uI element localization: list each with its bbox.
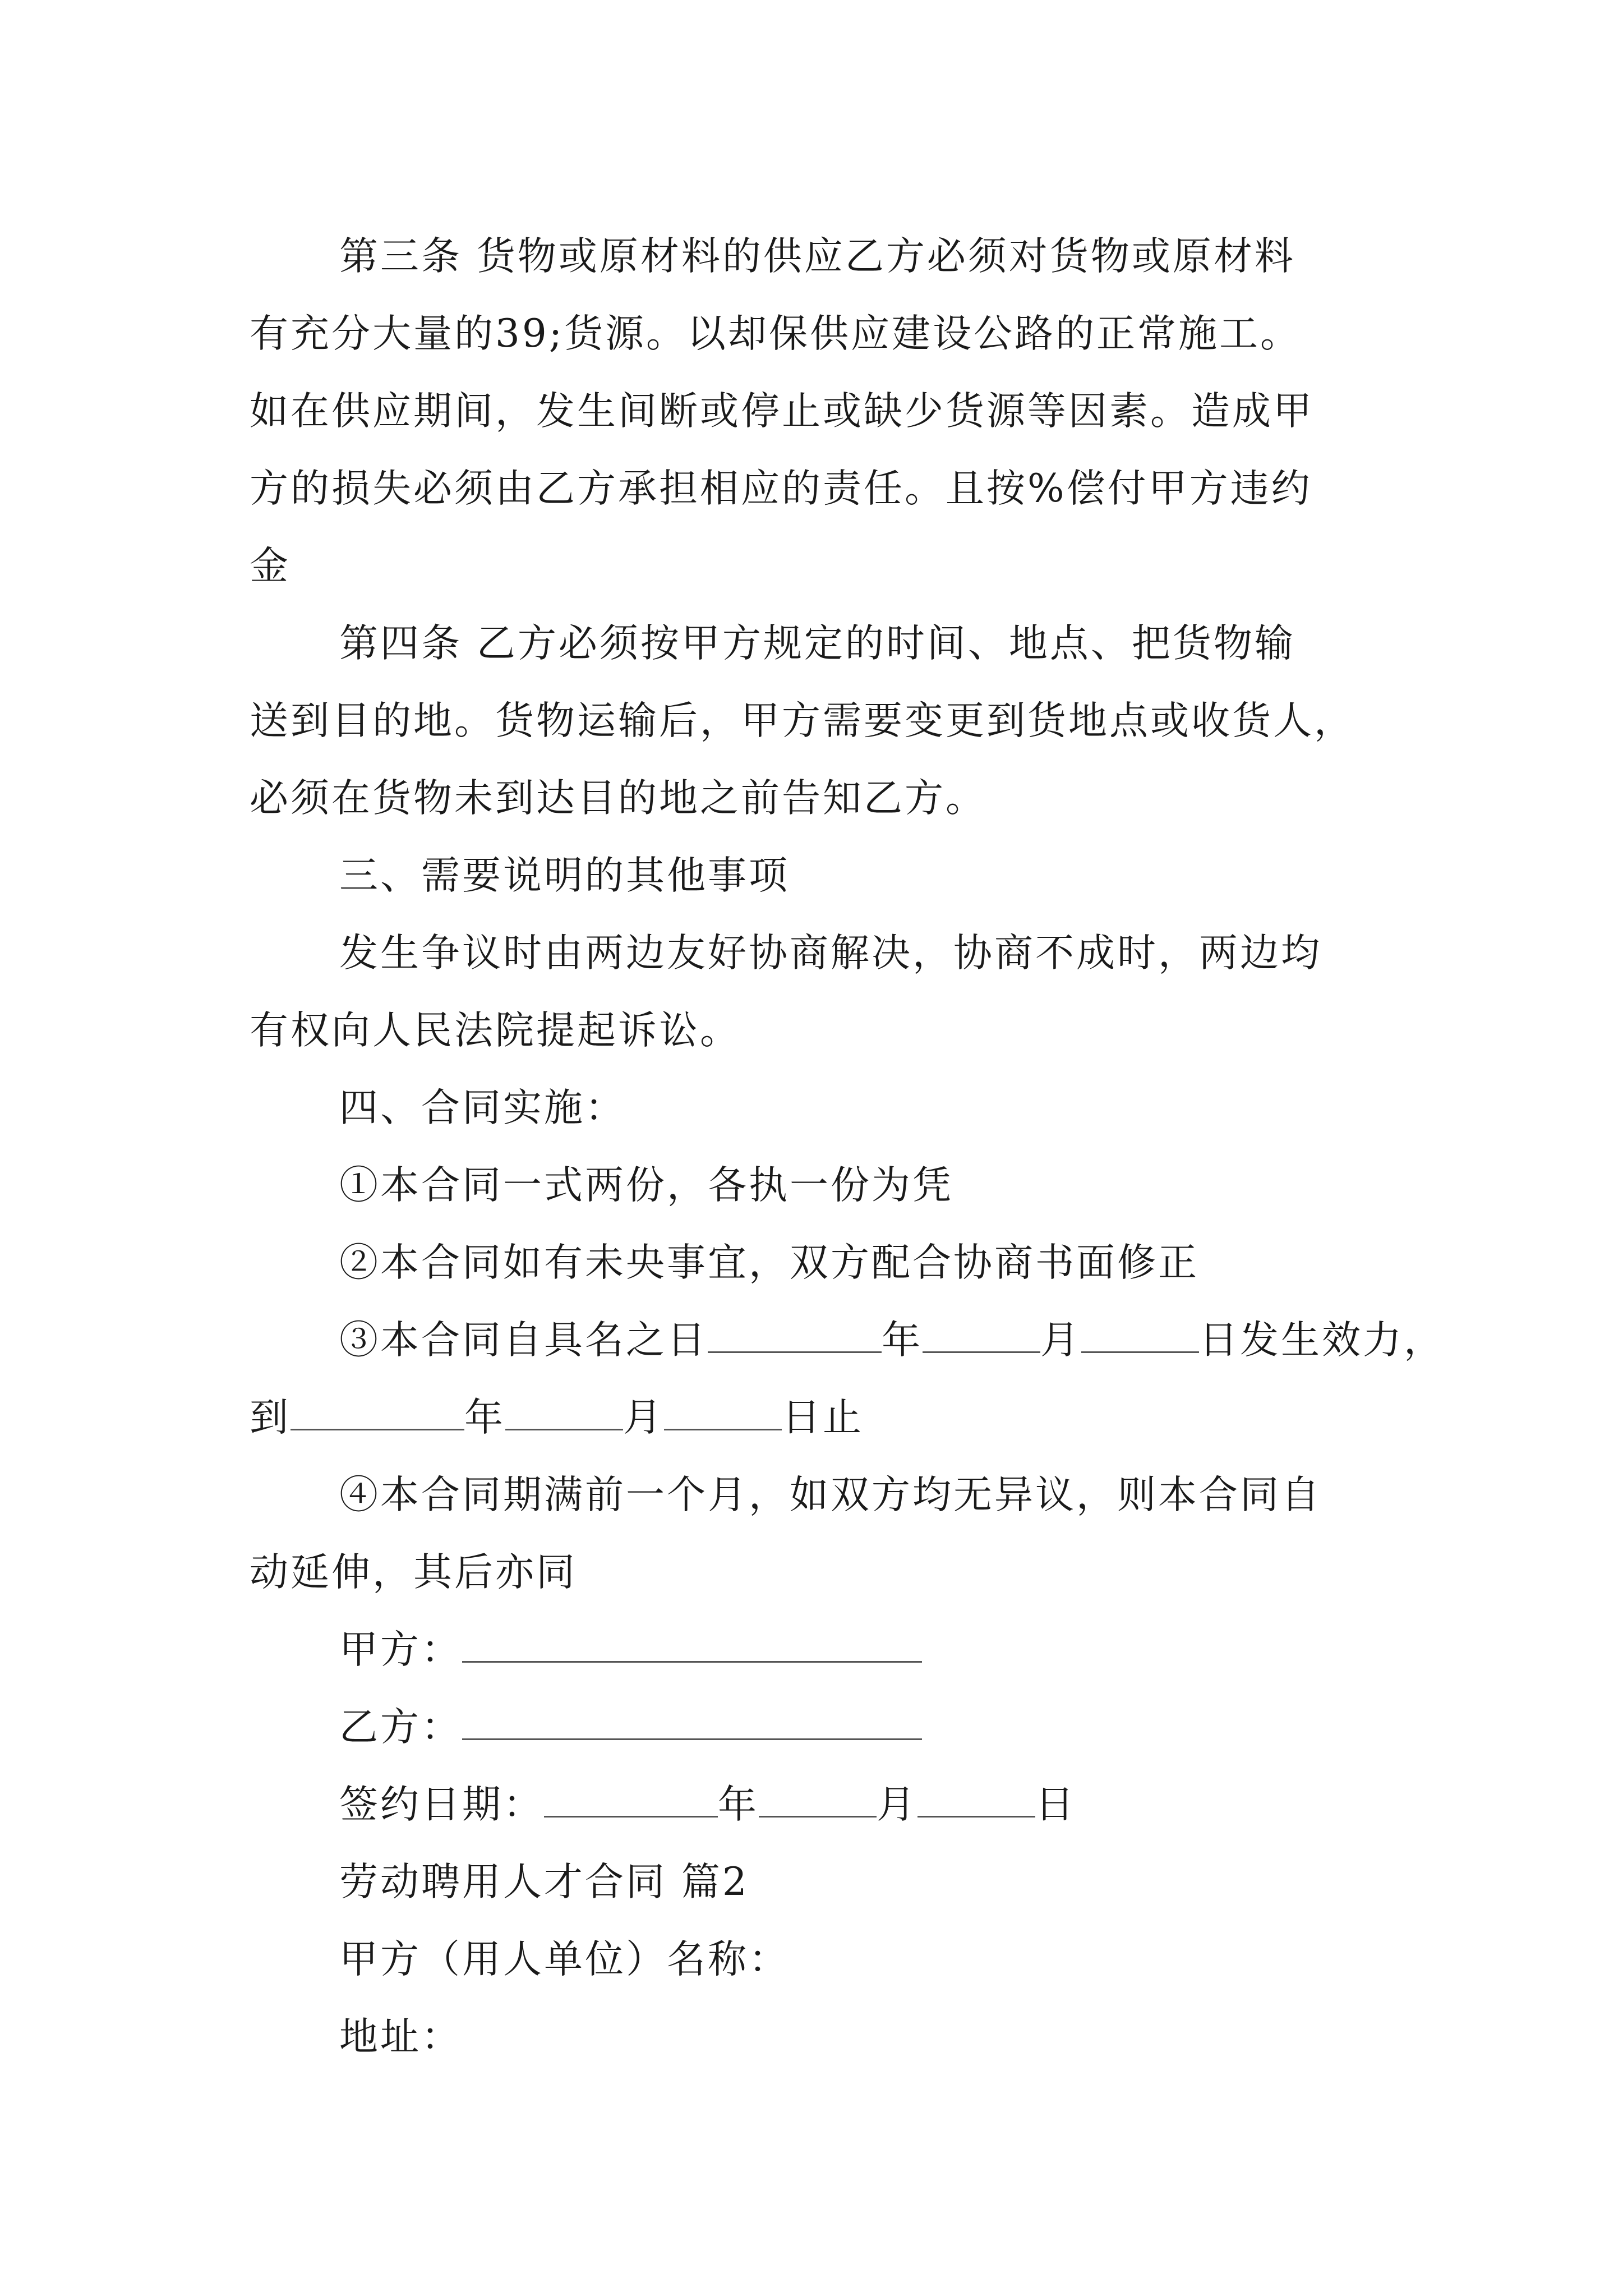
article3-line3: 如在供应期间，发生间断或停止或缺少货源等因素。造成甲 (250, 389, 1314, 434)
next-address: 地址： (339, 2014, 462, 2059)
sign-year-blank (544, 1784, 718, 1818)
end-day-blank (664, 1397, 782, 1430)
year-label: 年 (882, 1318, 923, 1363)
document-page (250, 218, 1445, 2076)
party-a-signature (250, 1611, 1388, 1688)
party-b-signature (250, 1688, 1388, 1766)
section4-item1: ①本合同一式两份，各执一份为凭 (339, 1163, 953, 1208)
item3-line2-prefix: 到 (250, 1395, 291, 1440)
party-b-blank (462, 1707, 922, 1740)
article4-line1: 第四条 乙方必须按甲方规定的时间、地点、把货物输 (339, 621, 1295, 666)
month-label: 月 (1040, 1318, 1081, 1363)
end-year-blank (291, 1397, 464, 1430)
year-label: 年 (464, 1395, 505, 1440)
article3-line4: 方的损失必须由乙方承担相应的责任。且按%偿付甲方违约 (250, 466, 1312, 511)
article4-line2: 送到目的地。货物运输后，甲方需要变更到货地点或收货人， (250, 698, 1355, 743)
section4-item4-line1: ④本合同期满前一个月，如双方均无异议，则本合同自 (339, 1473, 1322, 1517)
item3-suffix: 日发生效力， (1199, 1318, 1445, 1363)
section3-heading: 三、需要说明的其他事项 (339, 853, 790, 898)
start-year-blank (708, 1320, 882, 1353)
next-contract-title: 劳动聘用人才合同 篇2 (339, 1860, 749, 1904)
section3-line2: 有权向人民法院提起诉讼。 (250, 1008, 741, 1053)
sign-date (250, 1766, 1388, 1843)
article3-line2: 有充分大量的39;货源。以却保供应建设公路的正常施工。 (250, 311, 1302, 356)
section4-item3-line2 (250, 1379, 1388, 1456)
sign-day-blank (917, 1784, 1035, 1818)
end-month-blank (505, 1397, 623, 1430)
section3-line1: 发生争议时由两边友好协商解决，协商不成时，两边均 (339, 931, 1322, 976)
year-label: 年 (718, 1782, 759, 1827)
item3-prefix: ③本合同自具名之日 (339, 1318, 708, 1363)
start-day-blank (1081, 1320, 1199, 1353)
article4-line3: 必须在货物未到达目的地之前告知乙方。 (250, 776, 986, 821)
article3-line5: 金 (250, 544, 291, 588)
section4-item4-line2: 动延伸，其后亦同 (250, 1550, 577, 1595)
article3-line1: 第三条 货物或原材料的供应乙方必须对货物或原材料 (339, 234, 1295, 279)
party-a-blank (462, 1630, 922, 1663)
section4-item3 (250, 1301, 1445, 1379)
month-label: 月 (623, 1395, 664, 1440)
start-month-blank (923, 1320, 1040, 1353)
section4-item2: ②本合同如有未央事宜，双方配合协商书面修正 (339, 1240, 1199, 1285)
party-a-label: 甲方： (339, 1627, 462, 1672)
item3-line2-suffix: 日止 (782, 1395, 864, 1440)
day-label: 日 (1035, 1782, 1076, 1827)
next-party-a-name: 甲方（用人单位）名称： (339, 1937, 790, 1982)
sign-date-label: 签约日期： (339, 1782, 544, 1827)
month-label: 月 (877, 1782, 917, 1827)
sign-month-blank (759, 1784, 877, 1818)
party-b-label: 乙方： (339, 1705, 462, 1750)
section4-heading: 四、合同实施： (339, 1085, 626, 1130)
